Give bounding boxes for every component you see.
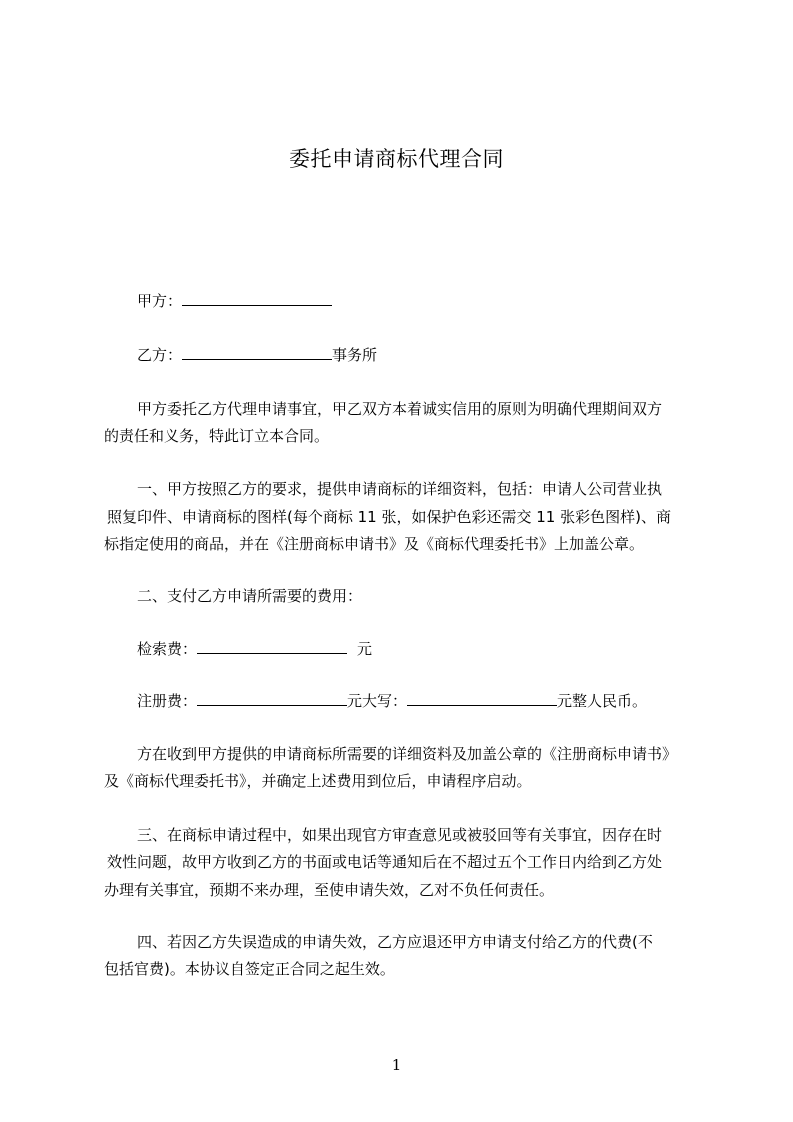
start-clause-line-2: 及《商标代理委托书》，并确定上述费用到位后，申请程序启动。 [104, 772, 532, 790]
registration-fee-label: 注册费： [137, 692, 198, 710]
document-title: 委托申请商标代理合同 [289, 147, 504, 171]
party-b-label: 乙方： [137, 346, 183, 364]
clause-3-line-3: 办理有关事宜，预期不来办理，至使申请失效，乙对不负任何责任。 [104, 881, 555, 899]
search-fee-blank [197, 639, 347, 654]
party-a-line [137, 291, 332, 311]
party-b-suffix: 事务所 [332, 346, 378, 364]
clause-3-line-1: 三、在商标申请过程中，如果出现官方审查意见或被驳回等有关事宜，因存在时 [137, 826, 663, 844]
search-fee-label: 检索费： [137, 640, 198, 658]
registration-fee-blank [197, 691, 347, 706]
clause-3-line-2: 效性问题，故甲方收到乙方的书面或电话等通知后在不超过五个工作日内给到乙方处 [107, 853, 663, 871]
clause-2-heading: 二、支付乙方申请所需要的费用： [137, 587, 363, 605]
clause-1-line-2: 照复印件、申请商标的图样(每个商标 11 张，如保护色彩还需交 11 张彩色图样)、商 [107, 508, 671, 526]
party-b-line [137, 345, 377, 365]
registration-fee-capital-blank [407, 691, 557, 706]
party-b-blank [182, 345, 332, 360]
clause-1-line-3: 标指定使用的商品，并在《注册商标申请书》及《商标代理委托书》上加盖公章。 [104, 535, 645, 553]
clause-4-line-1: 四、若因乙方失误造成的申请失效，乙方应退还甲方申请支付给乙方的代费(不 [137, 933, 653, 951]
intro-line-1: 甲方委托乙方代理申请事宜，甲乙双方本着诚实信用的原则为明确代理期间双方 [137, 400, 663, 418]
registration-fee-capital-label: 元大写： [347, 692, 408, 710]
party-a-blank [182, 291, 332, 306]
search-fee-line [137, 639, 372, 659]
clause-4-line-2: 包括官费)。本协议自签定正合同之起生效。 [104, 960, 395, 978]
registration-fee-line [137, 691, 647, 711]
start-clause-line-1: 方在收到甲方提供的申请商标所需要的详细资料及加盖公章的《注册商标申请书》 [137, 745, 678, 763]
search-fee-unit: 元 [357, 640, 373, 658]
page-number: 1 [391, 1056, 402, 1074]
registration-fee-suffix: 元整人民币。 [557, 692, 648, 710]
intro-line-2: 的责任和义务，特此订立本合同。 [104, 427, 330, 445]
clause-1-line-1: 一、甲方按照乙方的要求，提供申请商标的详细资料，包括：申请人公司营业执 [137, 480, 663, 498]
party-a-label: 甲方： [137, 292, 183, 310]
